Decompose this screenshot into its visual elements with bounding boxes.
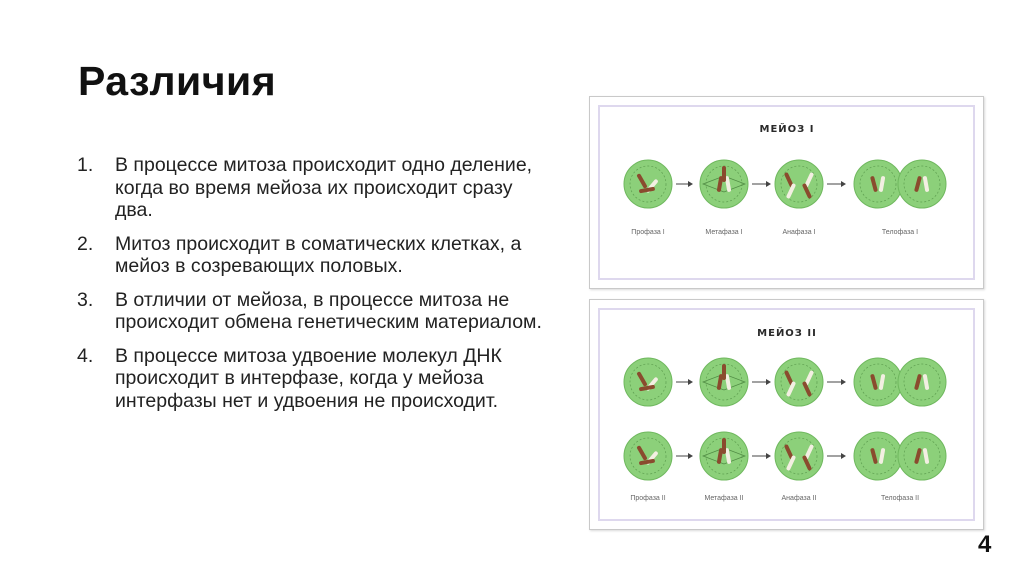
arrow-head-icon (688, 379, 693, 385)
arrow-head-icon (841, 181, 846, 187)
cell (775, 432, 823, 480)
arrow-head-icon (841, 379, 846, 385)
list-item (77, 154, 547, 222)
cell (898, 358, 946, 406)
cell-row (624, 432, 946, 480)
list-item (77, 289, 547, 334)
cell (775, 160, 823, 208)
list-item (77, 345, 547, 413)
figure-title: МЕЙОЗ I (759, 124, 815, 135)
chromosome (722, 364, 726, 380)
slide-title: Различия (78, 58, 277, 104)
cell (898, 160, 946, 208)
meiosis-2-figure (589, 299, 984, 530)
item-number: 4. (77, 344, 94, 367)
item-text: В процессе митоза удвоение молекул ДНК происходит в интерфазе, когда у мейоза интерфазы нет и удвоения не происходит. (115, 344, 502, 412)
meiosis-1-diagram (590, 97, 985, 290)
cell (624, 432, 672, 480)
chromosome (722, 438, 726, 454)
item-number: 2. (77, 232, 94, 255)
list-item (77, 233, 547, 278)
differences-list (77, 154, 547, 423)
item-text: В процессе митоза происходит одно деление, когда во время мейоза их происходит сразу два. (115, 154, 533, 221)
cell-row (624, 160, 946, 208)
phase-label: Телофаза I (881, 229, 919, 236)
chromosome (722, 166, 726, 182)
phase-label: Профаза II (630, 495, 666, 502)
cell (775, 358, 823, 406)
meiosis-2-diagram (590, 300, 985, 531)
item-number: 3. (77, 288, 94, 311)
item-number: 1. (77, 154, 94, 176)
arrow-head-icon (688, 453, 693, 459)
figure-title: МЕЙОЗ II (757, 328, 817, 339)
page-number: 4 (978, 531, 992, 558)
arrow-head-icon (841, 453, 846, 459)
phase-label: Метафаза I (705, 229, 743, 236)
phase-label: Анафаза I (782, 229, 816, 236)
arrow-head-icon (688, 181, 693, 187)
arrow-head-icon (766, 181, 771, 187)
cell (624, 358, 672, 406)
phase-label: Телофаза II (880, 495, 920, 502)
item-text: Митоз происходит в соматических клетках, а мейоз в созревающих половых. (115, 232, 522, 277)
cell (898, 432, 946, 480)
arrow-head-icon (766, 379, 771, 385)
phase-label: Метафаза II (704, 495, 744, 502)
cell (854, 160, 902, 208)
phase-label: Анафаза II (781, 495, 817, 502)
cell (854, 358, 902, 406)
cell-row (624, 358, 946, 406)
phase-label: Профаза I (631, 229, 665, 236)
meiosis-1-figure (589, 96, 984, 289)
item-text: В отличии от мейоза, в процессе митоза не происходит обмена генетическим материалом. (115, 288, 542, 333)
cell (854, 432, 902, 480)
cell (624, 160, 672, 208)
arrow-head-icon (766, 453, 771, 459)
